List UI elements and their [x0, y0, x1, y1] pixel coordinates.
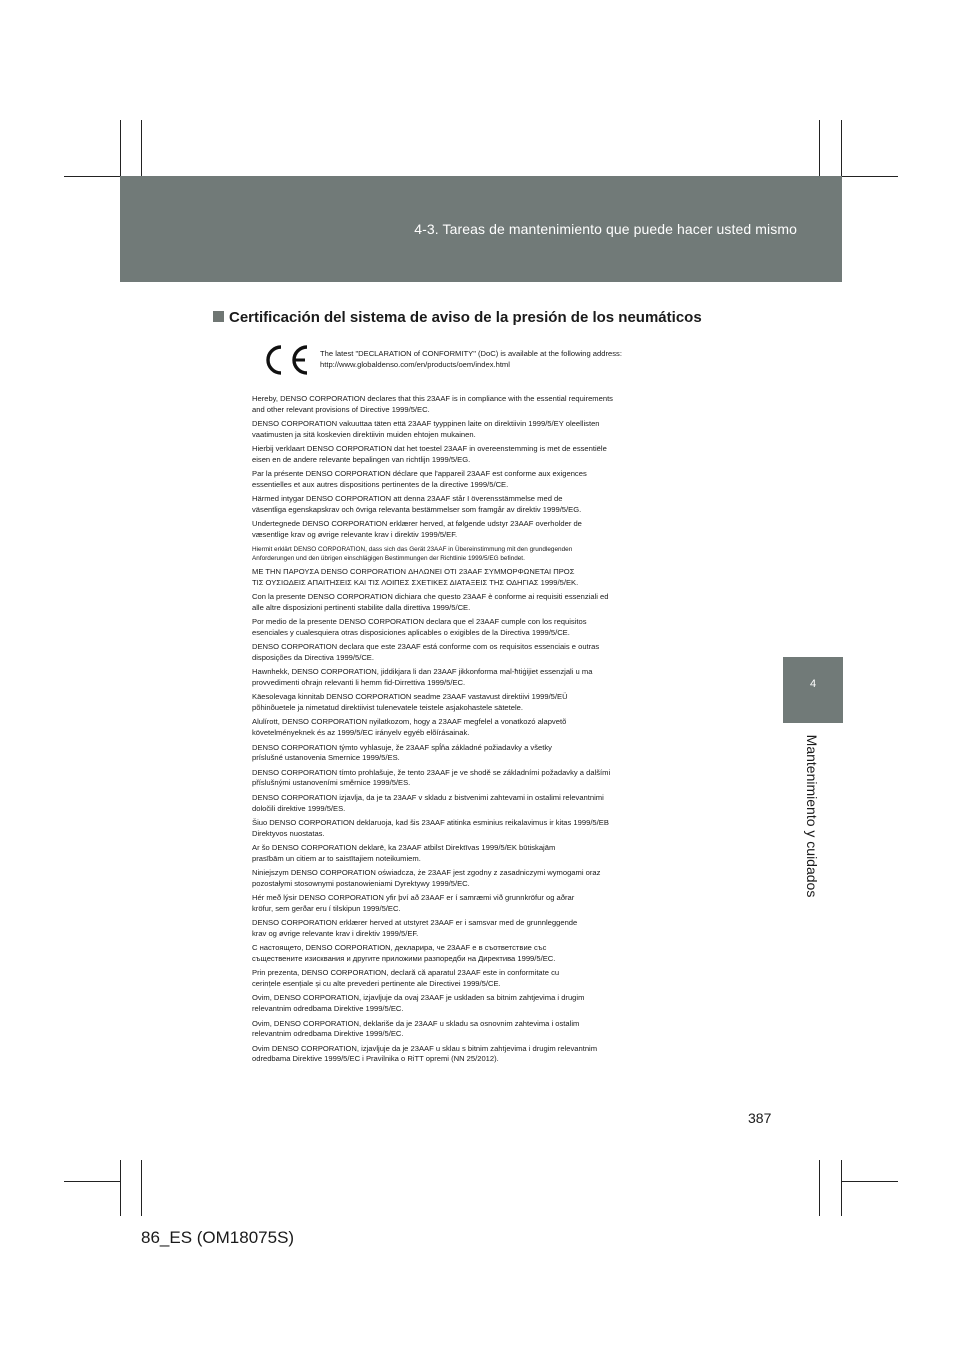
crop-mark — [819, 120, 820, 176]
declaration-romanian: Prin prezenta, DENSO CORPORATION, declară că aparatul 23AAF este in conformitate cu cerințele esențiale și cu alte prevederi pertinente ale Directivei 1999/5/CE. — [252, 968, 560, 989]
declaration-italian: Con la presente DENSO CORPORATION dichiara che questo 23AAF è conforme ai requisiti essenziali ed alle altre disposizioni pertinenti stabilite dalla direttiva 1999/5/CE. — [252, 591, 609, 612]
crop-mark — [141, 1160, 142, 1216]
crop-mark — [842, 1181, 898, 1182]
crop-mark — [64, 1181, 120, 1182]
crop-mark — [842, 176, 898, 177]
declaration-german: Hiermit erklärt DENSO CORPORATION, dass sich das Gerät 23AAF in Übereinstimmung mit den grundlegenden Anforderungen und den übrigen einschlägigen Bestimmungen der Richtlinie 1999/5/EG befindet. — [252, 545, 573, 562]
declaration-latvian: Ar šo DENSO CORPORATION deklarē, ka 23AAF atbilst Direktīvas 1999/5/EK būtiskajām prasībām un citiem ar to saistītajiem noteikumiem. — [252, 842, 556, 863]
crop-mark — [120, 1160, 121, 1216]
declarations-list — [252, 394, 722, 1069]
chapter-label-text: Mantenimiento y cuidados — [804, 734, 820, 898]
page-number: 387 — [748, 1110, 772, 1126]
chapter-tab — [783, 657, 843, 723]
crop-mark — [120, 120, 121, 176]
declaration-bosnian: Ovim, DENSO CORPORATION, izjavljuje da ovaj 23AAF je uskladen sa bitnim zahtjevima i drugim relevantnim odredbama Direktive 1999/5/EC. — [252, 993, 585, 1014]
header-title: 4-3. Tareas de mantenimiento que puede hacer usted mismo — [414, 221, 797, 237]
declaration-slovak: DENSO CORPORATION týmto vyhlasuje, že 23AAF spĺňa základné požiadavky a všetky príslušné ustanovenia Smernice 1999/5/ES. — [252, 742, 552, 763]
declaration-hungarian: Alulírott, DENSO CORPORATION nyilatkozom, hogy a 23AAF megfelel a vonatkozó alapvetõ követelményeknek és az 1999/5/EC irányelv egyéb elõírásainak. — [252, 717, 567, 738]
chapter-number: 4 — [809, 678, 817, 690]
declaration-dutch: Hierbij verklaart DENSO CORPORATION dat het toestel 23AAF in overeenstemming is met de essentiële eisen en de andere relevante bepalingen van richtlijn 1999/5/EG. — [252, 444, 607, 464]
declaration-maltese: Hawnhekk, DENSO CORPORATION, jiddikjara li dan 23AAF jikkonforma mal-ħtiġijiet essenzjali u ma provvedimenti oħrajn relevanti li hemm fid-Dirrettiva 1999/5/EC. — [252, 667, 593, 688]
crop-mark — [141, 120, 142, 176]
section-title-text: Certificación del sistema de aviso de la presión de los neumáticos — [229, 309, 702, 326]
crop-mark — [64, 176, 120, 177]
declaration-lithuanian: Šiuo DENSO CORPORATION deklaruoja, kad šis 23AAF atitinka esminius reikalavimus ir kitas 1999/5/EB Direktyvos nuostatas. — [252, 817, 609, 838]
doc-availability-text: The latest "DECLARATION of CONFORMITY" (DoC) is available at the following address: http://www.globaldenso.com/en/products/oem/index.html — [320, 349, 622, 369]
declaration-icelandic: Hér með lýsir DENSO CORPORATION yfir því að 23AAF er í samræmi við grunnkröfur og aðrar kröfur, sem gerðar eru í tilskipun 1999/5/EC. — [252, 893, 575, 913]
declaration-czech: DENSO CORPORATION tímto prohlašuje, že tento 23AAF je ve shodě se základními požadavky a dalšími příslušnými ustanoveními směrnice 1999/5/ES. — [252, 767, 611, 788]
declaration-french: Par la présente DENSO CORPORATION déclare que l'appareil 23AAF est conforme aux exigences essentielles et aux autres dispositions pertinentes de la directive 1999/5/CE. — [252, 469, 587, 490]
section-title — [213, 309, 702, 326]
declaration-slovenian: DENSO CORPORATION izjavlja, da je ta 23AAF v skladu z bistvenimi zahtevami in ostalimi relevantnimi določili direktive 1999/5/ES. — [252, 792, 604, 813]
declaration-estonian: Käesolevaga kinnitab DENSO CORPORATION seadme 23AAF vastavust direktiivi 1999/5/EÜ põhinõuetele ja nimetatud direktiivist tulenevatele teistele asjakohastele sätetele. — [252, 692, 568, 713]
square-bullet-icon — [213, 311, 224, 322]
crop-mark — [819, 1160, 820, 1216]
declaration-portuguese: DENSO CORPORATION declara que este 23AAF está conforme com os requisitos essenciais e outras disposições da Directiva 1999/5/CE. — [252, 642, 600, 662]
declaration-croatian: Ovim DENSO CORPORATION, izjavljuje da je 23AAF u sklau s bitnim zahtjevima i drugim relevantnim odredbama Direktive 1999/5/EC i Pravilnika o RiTT opremi (NN 25/2012). — [252, 1043, 598, 1064]
declaration-serbian: Ovim, DENSO CORPORATION, deklariše da je 23AAF u skladu sa osnovnim zahtevima i ostalim relevantnim odredbama Direktive 1999/5/EC. — [252, 1018, 580, 1039]
ce-mark-icon — [259, 343, 311, 377]
header-band — [120, 176, 842, 282]
declaration-polish: Niniejszym DENSO CORPORATION oświadcza, że 23AAF jest zgodny z zasadniczymi wymogami oraz pozostałymi stosownymi postanowieniami Dyrektywy 1999/5/EC. — [252, 868, 601, 888]
declaration-greek: ΜΕ ΤΗΝ ΠΑΡΟΥΣΑ DENSO CORPORATION ΔΗΛΩΝΕΙ ΟΤΙ 23AAF ΣΥΜΜΟΡΦΩΝΕΤΑΙ ΠΡΟΣ ΤΙΣ ΟΥΣΙΩΔΕΙΣ ΑΠΑΙΤΗΣΕΙΣ ΚΑΙ ΤΙΣ ΛΟΙΠΕΣ ΣΧΕΤΙΚΕΣ ΔΙΑΤΑΞΕΙΣ ΤΗΣ ΟΔΗΓΙΑΣ 1999/5/ΕΚ. — [252, 566, 579, 587]
declaration-spanish: Por medio de la presente DENSO CORPORATION declara que el 23AAF cumple con los requisitos esenciales y cualesquiera otras disposiciones aplicables o exigibles de la Directiva 1999/5/CE. — [252, 617, 587, 637]
declaration-swedish: Härmed intygar DENSO CORPORATION att denna 23AAF står I överensstämmelse med de väsentliga egenskapskrav och övriga relevanta bestämmelser som framgår av direktiv 1999/5/EG. — [252, 494, 582, 515]
declaration-english: Hereby, DENSO CORPORATION declares that this 23AAF is in compliance with the essential requirements and other relevant provisions of Directive 1999/5/EC. — [252, 394, 613, 414]
declaration-finnish: DENSO CORPORATION vakuuttaa täten että 23AAF tyyppinen laite on direktiivin 1999/5/EY oleellisten vaatimusten ja sitä koskevien direktiivin muiden ehtojen mukainen. — [252, 419, 600, 439]
declaration-bulgarian: С настоящето, DENSO CORPORATION, декларира, че 23AAF е в съответствие със съществените изисквания и другите приложими разпоредби на Директива 1999/5/ЕС. — [252, 943, 556, 964]
document-code: 86_ES (OM18075S) — [141, 1228, 295, 1247]
crop-mark — [841, 120, 842, 176]
declaration-norwegian: DENSO CORPORATION erklærer herved at utstyret 23AAF er i samsvar med de grunnleggende krav og øvrige relevante krav i direktiv 1999/5/EF. — [252, 918, 578, 938]
declaration-danish: Undertegnede DENSO CORPORATION erklærer herved, at følgende udstyr 23AAF overholder de væsentlige krav og øvrige relevante krav i direktiv 1999/5/EF. — [252, 519, 582, 540]
chapter-label — [800, 735, 824, 905]
crop-mark — [841, 1160, 842, 1216]
